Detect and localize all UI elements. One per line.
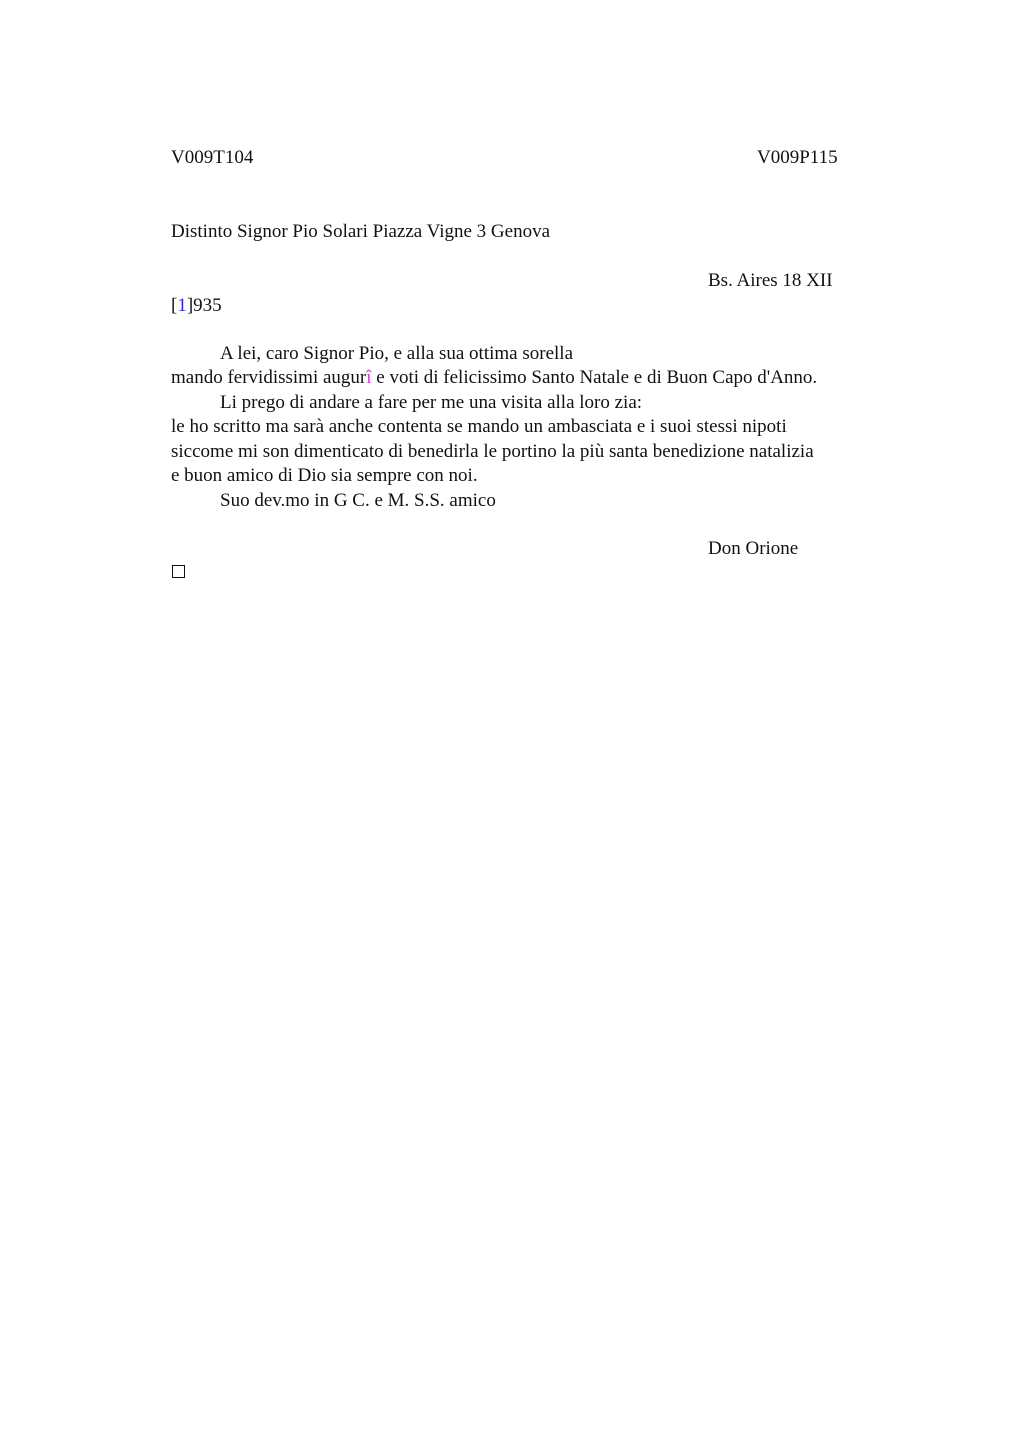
header-right-code: V009P115 xyxy=(757,147,838,168)
body-line-2 xyxy=(171,366,817,390)
year-bracket-open: [ xyxy=(171,295,178,316)
body-line-7: Suo dev.mo in G C. e M. S.S. amico xyxy=(220,490,496,511)
year-rest: ]935 xyxy=(186,295,222,316)
body-line-5: siccome mi son dimenticato di benedirla le portino la più santa benedizione natalizia xyxy=(171,441,814,462)
body-line-3: Li prego di andare a fare per me una visita alla loro zia: xyxy=(220,392,643,413)
square-outline-icon xyxy=(172,565,185,578)
date-place-line: Bs. Aires 18 XII xyxy=(708,270,833,291)
signature: Don Orione xyxy=(708,538,799,559)
year-restored-digit: 1 xyxy=(177,295,187,316)
body-line-2-after: e voti di felicissimo Santo Natale e di Buon Capo d'Anno. xyxy=(371,367,818,388)
header-left-code: V009T104 xyxy=(171,147,254,168)
body-line-2-before: mando fervidissimi augur xyxy=(171,367,367,388)
date-year-line xyxy=(171,294,222,318)
address-line: Distinto Signor Pio Solari Piazza Vigne 3 Genova xyxy=(171,221,550,242)
body-line-1: A lei, caro Signor Pio, e alla sua ottima sorella xyxy=(220,343,574,364)
body-line-6: e buon amico di Dio sia sempre con noi. xyxy=(171,465,478,486)
body-line-4: le ho scritto ma sarà anche contenta se mando un ambasciata e i suoi stessi nipoti xyxy=(171,416,787,437)
marked-character: î xyxy=(366,367,372,388)
